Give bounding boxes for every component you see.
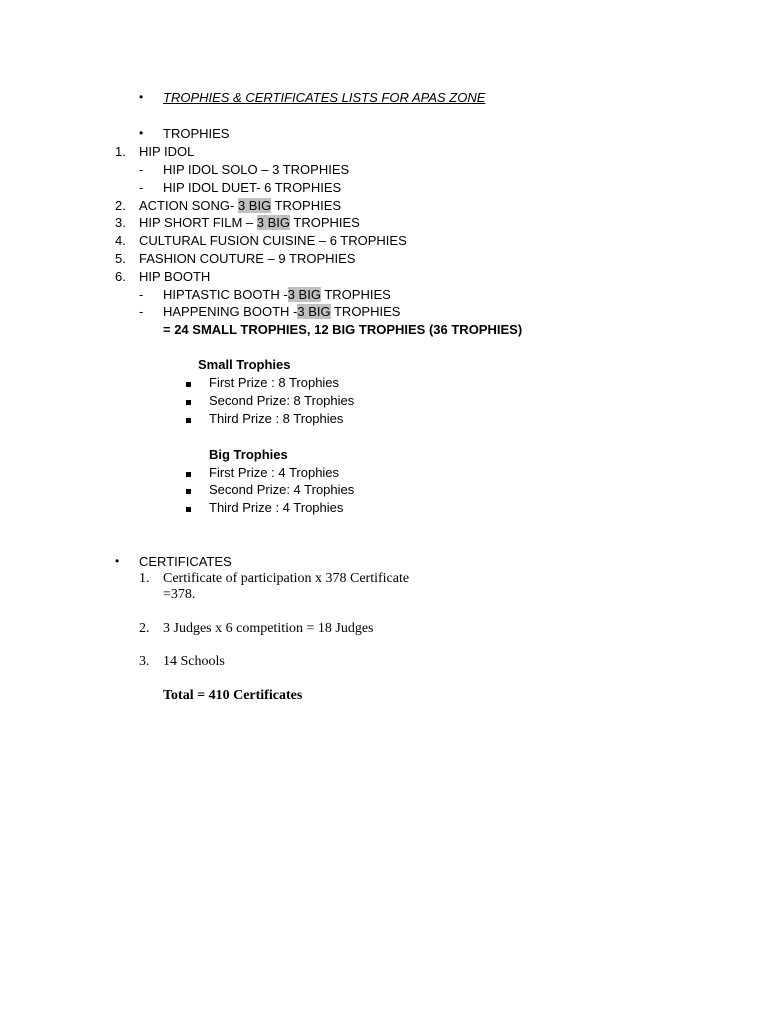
sub-event-item: HIP IDOL DUET- 6 TROPHIES xyxy=(163,180,342,195)
bullet-icon: • xyxy=(139,90,144,104)
square-bullet-icon xyxy=(186,410,191,428)
square-bullet-icon xyxy=(186,392,191,410)
event-item: HIP BOOTH xyxy=(139,269,211,284)
trophy-total: = 24 SMALL TROPHIES, 12 BIG TROPHIES (36 TROPHIES) xyxy=(163,322,523,337)
event-item: HIP IDOL xyxy=(139,144,195,159)
prize-item: Third Prize : 4 Trophies xyxy=(209,500,344,515)
list-number: 2. xyxy=(115,198,126,213)
event-item: FASHION COUTURE – 9 TROPHIES xyxy=(139,251,356,266)
event-item: ACTION SONG- 3 BIG TROPHIES xyxy=(139,198,342,213)
highlighted-text: 3 BIG xyxy=(297,304,331,319)
prize-item: Third Prize : 8 Trophies xyxy=(209,411,344,426)
list-number: 1. xyxy=(115,144,126,159)
dash-marker: - xyxy=(139,304,144,319)
certificate-item: 14 Schools xyxy=(163,654,225,669)
trophies-section-title: TROPHIES xyxy=(163,126,230,141)
bullet-icon: • xyxy=(139,126,144,140)
sub-event-item: HAPPENING BOOTH -3 BIG TROPHIES xyxy=(163,304,401,319)
prize-item: Second Prize: 4 Trophies xyxy=(209,482,355,497)
list-number: 3. xyxy=(115,215,126,230)
event-item: HIP SHORT FILM – 3 BIG TROPHIES xyxy=(139,215,360,230)
big-trophies-title: Big Trophies xyxy=(209,447,288,462)
list-number: 6. xyxy=(115,269,126,284)
list-number: 3. xyxy=(139,654,150,669)
square-bullet-icon xyxy=(186,374,191,392)
sub-event-item: HIPTASTIC BOOTH -3 BIG TROPHIES xyxy=(163,287,391,302)
list-number: 4. xyxy=(115,233,126,248)
certificate-item: 3 Judges x 6 competition = 18 Judges xyxy=(163,621,374,636)
dash-marker: - xyxy=(139,162,144,177)
list-number: 2. xyxy=(139,621,150,636)
dash-marker: - xyxy=(139,287,144,302)
dash-marker: - xyxy=(139,180,144,195)
document-heading: TROPHIES & CERTIFICATES LISTS FOR APAS ZONE xyxy=(163,90,486,105)
list-number: 1. xyxy=(139,571,150,586)
square-bullet-icon xyxy=(186,481,191,499)
certificate-item-continuation: =378. xyxy=(163,587,196,602)
prize-item: First Prize : 8 Trophies xyxy=(209,375,340,390)
prize-item: First Prize : 4 Trophies xyxy=(209,465,340,480)
square-bullet-icon xyxy=(186,464,191,482)
small-trophies-title: Small Trophies xyxy=(198,357,291,372)
sub-event-item: HIP IDOL SOLO – 3 TROPHIES xyxy=(163,162,350,177)
certificates-section-title: CERTIFICATES xyxy=(139,554,232,569)
certificate-total: Total = 410 Certificates xyxy=(163,688,303,703)
prize-item: Second Prize: 8 Trophies xyxy=(209,393,355,408)
highlighted-text: 3 BIG xyxy=(256,215,291,230)
certificate-item: Certificate of participation x 378 Certificate xyxy=(163,571,410,586)
event-item: CULTURAL FUSION CUISINE – 6 TROPHIES xyxy=(139,233,407,248)
list-number: 5. xyxy=(115,251,126,266)
bullet-icon: • xyxy=(115,554,120,568)
square-bullet-icon xyxy=(186,499,191,517)
highlighted-text: 3 BIG xyxy=(287,287,321,302)
highlighted-text: 3 BIG xyxy=(237,198,272,213)
